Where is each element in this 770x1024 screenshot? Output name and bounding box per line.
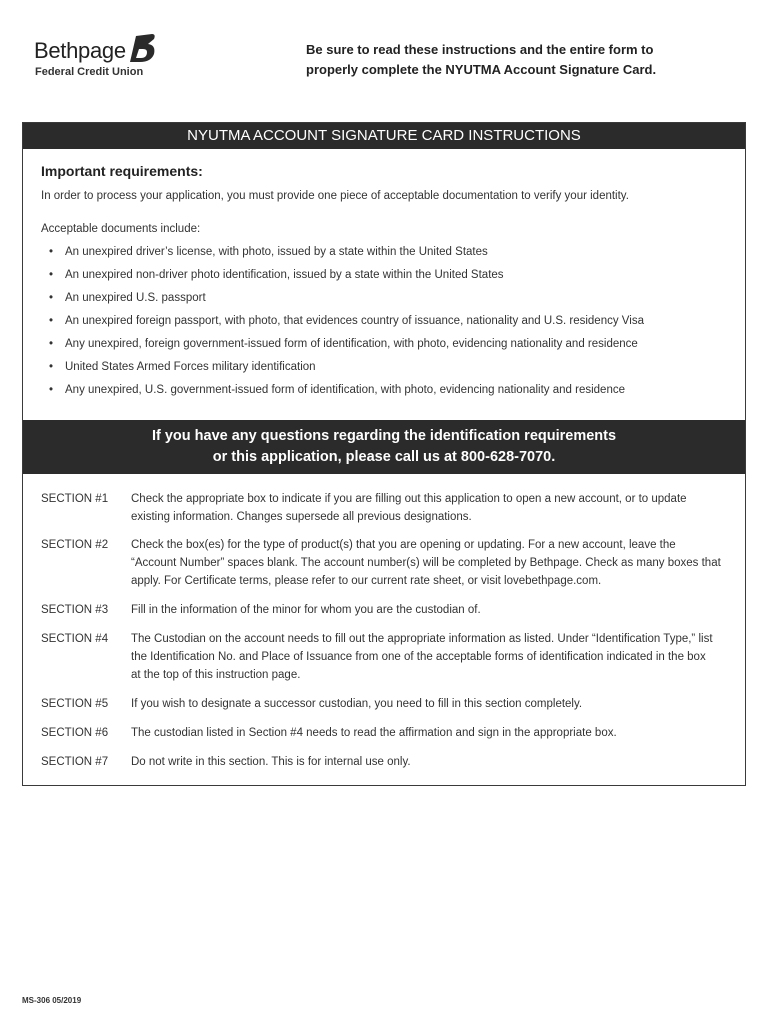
section-label: SECTION #6 [41, 727, 109, 739]
list-item: • An unexpired U.S. passport [41, 287, 644, 310]
section-label: SECTION #5 [41, 698, 109, 710]
instructions-box [22, 122, 746, 786]
section-label: SECTION #1 [41, 493, 109, 505]
section-7 [41, 753, 731, 771]
sections-list [41, 490, 731, 771]
intro-line-2: properly complete the NYUTMA Account Signature Card. [306, 62, 657, 77]
form-code: MS-306 05/2019 [22, 996, 82, 1005]
bullet-icon: • [49, 246, 54, 258]
list-item: • An unexpired non-driver photo identification, issued by a state within the United States [41, 264, 644, 287]
bullet-icon: • [49, 292, 54, 304]
section-label: SECTION #3 [41, 604, 109, 616]
section-6 [41, 724, 731, 742]
contact-banner [23, 420, 745, 474]
section-label: SECTION #4 [41, 633, 109, 645]
bullet-icon: • [49, 338, 54, 350]
intro-note [306, 40, 746, 80]
section-text: Fill in the information of the minor for whom you are the custodian of. [131, 604, 481, 616]
section-text: The custodian listed in Section #4 needs to read the affirmation and sign in the appropriate box. [131, 727, 617, 739]
bullet-icon: • [49, 384, 54, 396]
requirements-text: In order to process your application, you must provide one piece of acceptable documentation to verify your identity. [41, 190, 629, 202]
requirements-heading: Important requirements: [41, 163, 203, 179]
section-label: SECTION #2 [41, 539, 109, 551]
section-text: Check the appropriate box to indicate if you are filling out this application to open a new account, or to update existing information. Changes supersede all previous designations. [131, 493, 687, 523]
section-2 [41, 536, 731, 590]
contact-line-1: If you have any questions regarding the identification requirements [151, 428, 617, 444]
list-item: • United States Armed Forces military identification [41, 356, 644, 379]
section-text: If you wish to designate a successor custodian, you need to fill in this section completely. [131, 698, 583, 710]
bullet-icon: • [49, 361, 54, 373]
section-text: Do not write in this section. This is for internal use only. [131, 756, 411, 768]
section-5 [41, 695, 731, 713]
logo-name: Bethpage [34, 38, 126, 63]
list-item: • Any unexpired, foreign government-issued form of identification, with photo, evidencing nationality and residence [41, 333, 644, 356]
bethpage-logo [34, 34, 194, 84]
list-item: • Any unexpired, U.S. government-issued form of identification, with photo, evidencing nationality and residence [41, 379, 644, 402]
documents-list [41, 241, 644, 402]
section-1 [41, 490, 731, 526]
bullet-icon: • [49, 315, 54, 327]
list-item: • An unexpired foreign passport, with photo, that evidences country of issuance, nationality and U.S. residency Visa [41, 310, 644, 333]
intro-line-1: Be sure to read these instructions and the entire form to [306, 42, 654, 57]
contact-line-2: or this application, please call us at 800-628-7070. [212, 449, 556, 465]
section-text: The Custodian on the account needs to fill out the appropriate information as listed. Under “Identification Type,” list the Identification No. and Place of Issuance from one of the acceptable forms of identification indicated in the box at the top of this instruction page. [131, 633, 713, 681]
list-item: • An unexpired driver’s license, with photo, issued by a state within the United States [41, 241, 644, 264]
bullet-icon: • [49, 269, 54, 281]
instructions-title: NYUTMA ACCOUNT SIGNATURE CARD INSTRUCTIONS [23, 123, 745, 149]
section-3 [41, 601, 731, 619]
section-label: SECTION #7 [41, 756, 109, 768]
logo-subtitle: Federal Credit Union [35, 66, 144, 78]
section-text: Check the box(es) for the type of product(s) that you are opening or updating. For a new account, leave the “Account Number” spaces blank. The account number(s) will be completed by Bethpage. Check as many boxes that apply. For Certificate terms, please refer to our current rate sheet, or visit lovebethpage.com. [131, 539, 721, 587]
documents-heading: Acceptable documents include: [41, 223, 201, 235]
section-4 [41, 630, 731, 684]
bethpage-b-mark-icon [126, 30, 162, 66]
